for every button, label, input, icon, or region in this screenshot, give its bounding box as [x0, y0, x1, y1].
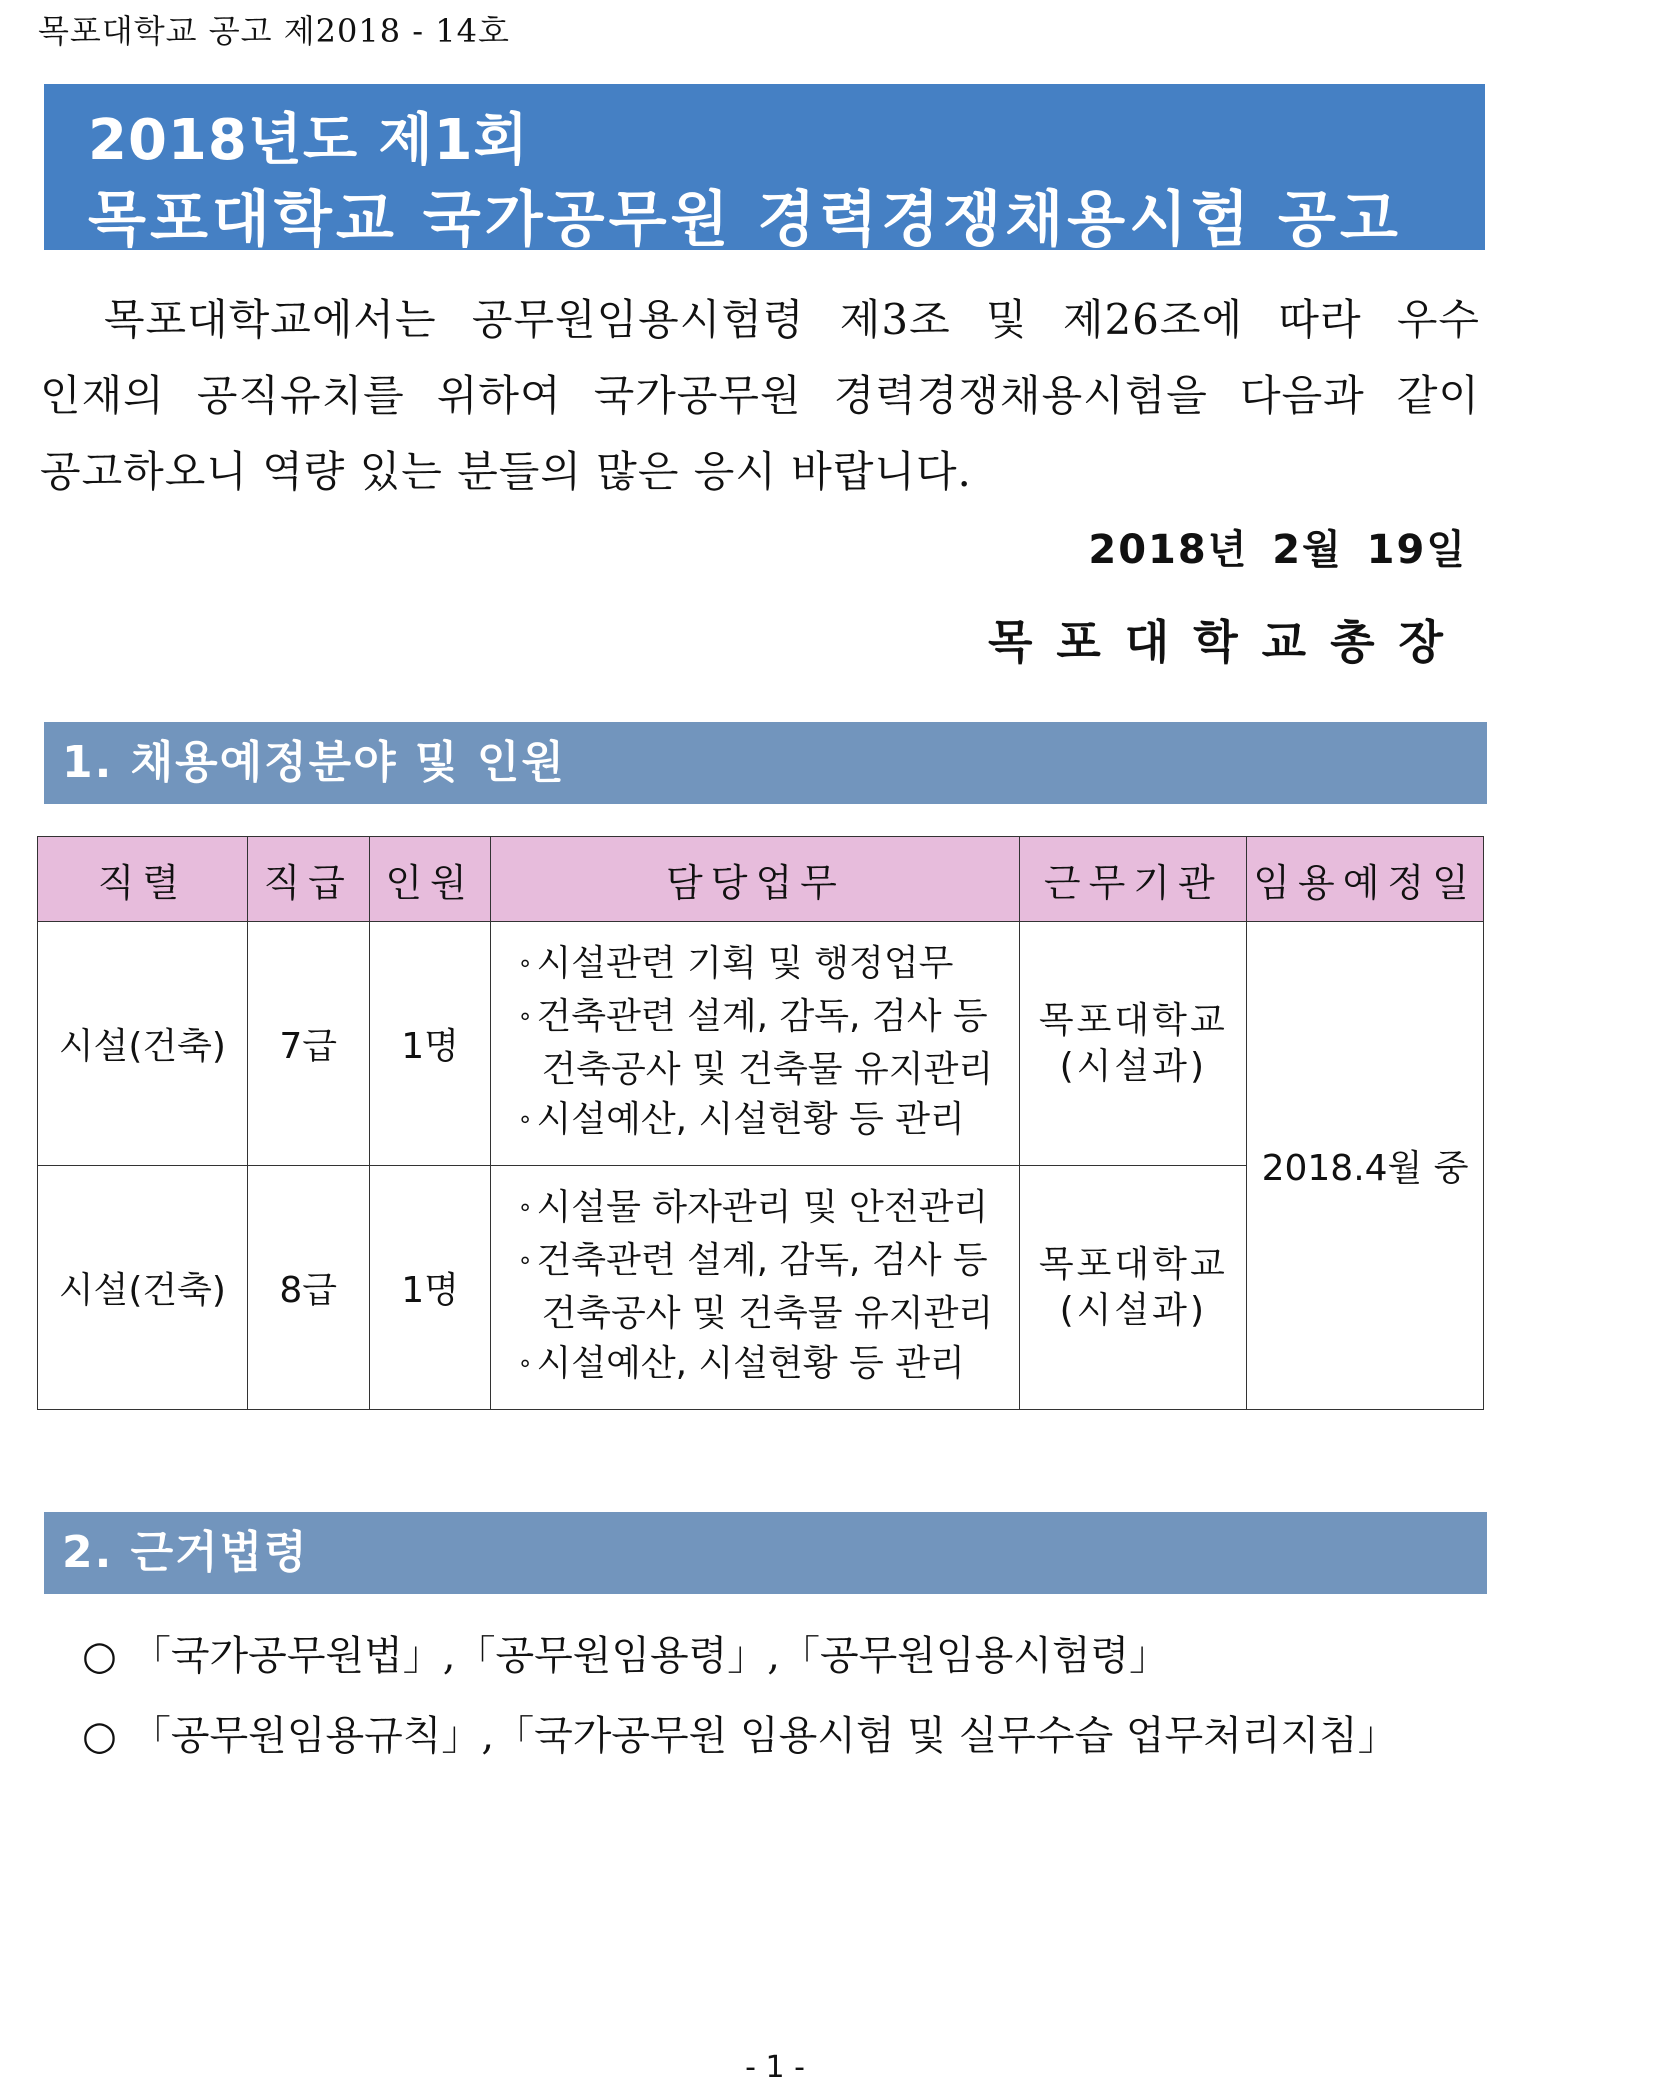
duty-continuation: 건축공사 및 건축물 유지관리 — [541, 1293, 994, 1334]
circle-bullet-icon: ○ — [82, 1633, 117, 1679]
duty-text: 시설예산, 시설현황 등 관리 — [536, 1099, 965, 1140]
duty-text: 시설물 하자관리 및 안전관리 — [536, 1187, 989, 1228]
duty-item — [517, 1095, 1019, 1148]
cell-agency — [1020, 1166, 1247, 1410]
cell-headcount: 1명 — [369, 1166, 491, 1410]
agency-name: 목포대학교 — [1038, 999, 1228, 1041]
header-headcount: 인원 — [369, 837, 491, 922]
cell-duties — [491, 922, 1020, 1166]
intro-line-1: 목포대학교에서는 공무원임용시험령 제3조 및 제26조에 따라 우수 — [40, 295, 1480, 344]
header-series: 직렬 — [38, 837, 248, 922]
intro-line-2: 인재의 공직유치를 위하여 국가공무원 경력경쟁채용시험을 다음과 같이 — [40, 371, 1480, 420]
duty-item — [517, 1339, 1019, 1392]
law-item — [82, 1616, 1398, 1696]
duty-continuation: 건축공사 및 건축물 유지관리 — [541, 1049, 994, 1090]
table-row — [38, 922, 1484, 1166]
header-agency: 근무기관 — [1020, 837, 1247, 922]
section-1-header: 1. 채용예정분야 및 인원 — [44, 722, 1487, 804]
duty-item — [517, 992, 1019, 1045]
cell-duties — [491, 1166, 1020, 1410]
title-line1: 2018년도 제1회 — [88, 108, 529, 173]
bullet-icon: ∘ — [517, 949, 533, 977]
agency-name: 목포대학교 — [1038, 1243, 1228, 1285]
header-appointment: 임용예정일 — [1247, 837, 1484, 922]
agency-dept: (시설과) — [1059, 1289, 1207, 1331]
circle-bullet-icon: ○ — [82, 1713, 117, 1759]
cell-series: 시설(건축) — [38, 922, 248, 1166]
bullet-icon: ∘ — [517, 1002, 533, 1030]
header-duties: 담당업무 — [491, 837, 1020, 922]
duty-text: 시설예산, 시설현황 등 관리 — [536, 1343, 965, 1384]
cell-agency — [1020, 922, 1247, 1166]
title-line2: 목포대학교 국가공무원 경력경쟁채용시험 공고 — [88, 185, 1402, 255]
duty-item — [517, 1183, 1019, 1236]
section-2-header: 2. 근거법령 — [44, 1512, 1487, 1594]
bullet-icon: ∘ — [517, 1349, 533, 1377]
recruitment-table — [37, 836, 1484, 1410]
law-text: 「국가공무원법」,「공무원임용령」,「공무원임용시험령」 — [130, 1633, 1170, 1679]
cell-appointment-date: 2018.4월 중 — [1247, 922, 1484, 1410]
table-header-row — [38, 837, 1484, 922]
bullet-icon: ∘ — [517, 1193, 533, 1221]
duty-text: 시설관련 기획 및 행정업무 — [536, 943, 954, 984]
law-item — [82, 1696, 1398, 1776]
page-number: - 1 - — [745, 2050, 805, 2085]
cell-headcount: 1명 — [369, 922, 491, 1166]
law-text: 「공무원임용규칙」,「국가공무원 임용시험 및 실무수습 업무처리지침」 — [130, 1713, 1398, 1759]
duty-text: 건축관련 설계, 감독, 검사 등 — [536, 1240, 988, 1281]
bullet-icon: ∘ — [517, 1105, 533, 1133]
cell-grade: 7급 — [247, 922, 369, 1166]
laws-list — [82, 1616, 1398, 1776]
signer: 목포대학교총장 — [987, 615, 1467, 669]
agency-dept: (시설과) — [1059, 1045, 1207, 1087]
bullet-icon: ∘ — [517, 1246, 533, 1274]
header-grade: 직급 — [247, 837, 369, 922]
duty-item — [517, 939, 1019, 992]
notice-number: 목포대학교 공고 제2018 - 14호 — [38, 12, 510, 50]
title-banner — [44, 84, 1485, 255]
cell-series: 시설(건축) — [38, 1166, 248, 1410]
cell-grade: 8급 — [247, 1166, 369, 1410]
duty-item — [517, 1236, 1019, 1289]
notice-date: 2018년 2월 19일 — [1088, 527, 1467, 573]
duty-text: 건축관련 설계, 감독, 검사 등 — [536, 996, 988, 1037]
intro-paragraph — [40, 282, 1480, 510]
intro-line-3: 공고하오니 역량 있는 분들의 많은 응시 바랍니다. — [40, 447, 972, 496]
